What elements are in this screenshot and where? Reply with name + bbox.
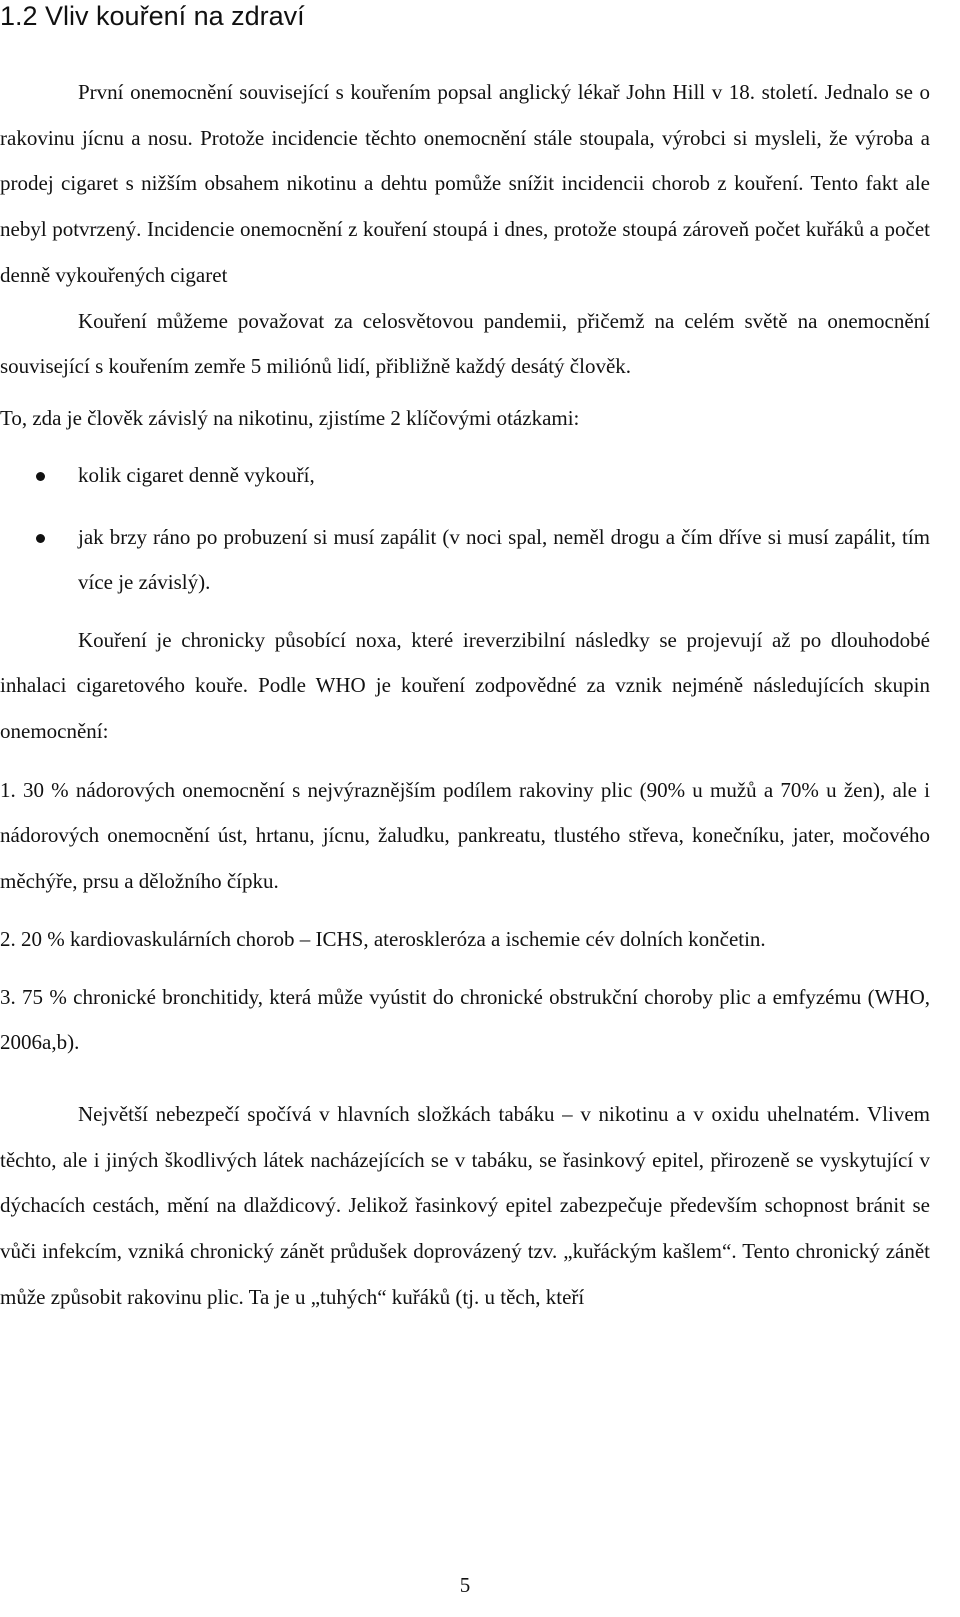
page-number: 5 <box>459 1573 471 1597</box>
bullet-icon <box>36 472 45 481</box>
bullet-icon <box>36 534 45 543</box>
list-item-text: jak brzy ráno po probuzení si musí zapálit (v noci spal, neměl drogu a čím dříve si musí zapálit, tím více je závislý). <box>78 524 930 594</box>
paragraph-noxa: Kouření je chronicky působící noxa, které ireverzibilní následky se projevují až po dlouhodobé inhalaci cigaretového kouře. Podle WHO je kouření zodpovědné za vznik nejméně následujících skupin onemocnění: <box>0 627 930 744</box>
list-item-text: kolik cigaret denně vykouří, <box>78 462 315 487</box>
section-heading: 1.2 Vliv kouření na zdraví <box>0 1 305 31</box>
paragraph-dependency-questions: To, zda je člověk závislý na nikotinu, zjistíme 2 klíčovými otázkami: <box>0 405 580 430</box>
paragraph-pandemic: Kouření můžeme považovat za celosvětovou pandemii, přičemž na celém světě na onemocnění související s kouřením zemře 5 miliónů lidí, přibližně každý desátý člověk. <box>0 308 930 379</box>
paragraph-item-3: 3. 75 % chronické bronchitidy, která může vyústit do chronické obstrukční choroby plic a emfyzému (WHO, 2006a,b). <box>0 984 930 1055</box>
list-item <box>0 453 930 498</box>
list-item <box>0 515 930 605</box>
paragraph-item-2: 2. 20 % kardiovaskulárních chorob – ICHS, ateroskleróza a ischemie cév dolních končetin. <box>0 926 766 951</box>
question-list <box>0 453 930 605</box>
document-body <box>0 70 930 1320</box>
paragraph-history: První onemocnění související s kouřením popsal anglický lékař John Hill v 18. století. Jednalo se o rakovinu jícnu a nosu. Protože incidencie těchto onemocnění stále stoupala, výrobci si mysleli, že výroba a prodej cigaret s nižším obsahem nikotinu a dehtu pomůže snížit incidencii chorob z kouření. Tento fakt ale nebyl potvrzený. Incidencie onemocnění z kouření stoupá i dnes, protože stoupá zároveň počet kuřáků a počet denně vykouřených cigaret <box>0 80 930 287</box>
paragraph-item-1: 1. 30 % nádorových onemocnění s nejvýraznějším podílem rakoviny plic (90% u mužů a 70% u žen), ale i nádorových onemocnění úst, hrtanu, jícnu, žaludku, pankreatu, tlustého střeva, konečníku, jater, močového měchýře, prsu a děložního čípku. <box>0 777 930 894</box>
paragraph-danger: Největší nebezpečí spočívá v hlavních složkách tabáku – v nikotinu a v oxidu uhelnatém. Vlivem těchto, ale i jiných škodlivých látek nacházejících se v tabáku, se řasinkový epitel, přirozeně se vyskytující v dýchacích cestách, mění na dlaždicový. Jelikož řasinkový epitel zabezpečuje především schopnost bránit se vůči infekcím, vzniká chronický zánět průdušek doprovázený tzv. „kuřáckým kašlem“. Tento chronický zánět může způsobit rakovinu plic. Ta je u „tuhých“ kuřáků (tj. u těch, kteří <box>0 1101 930 1309</box>
